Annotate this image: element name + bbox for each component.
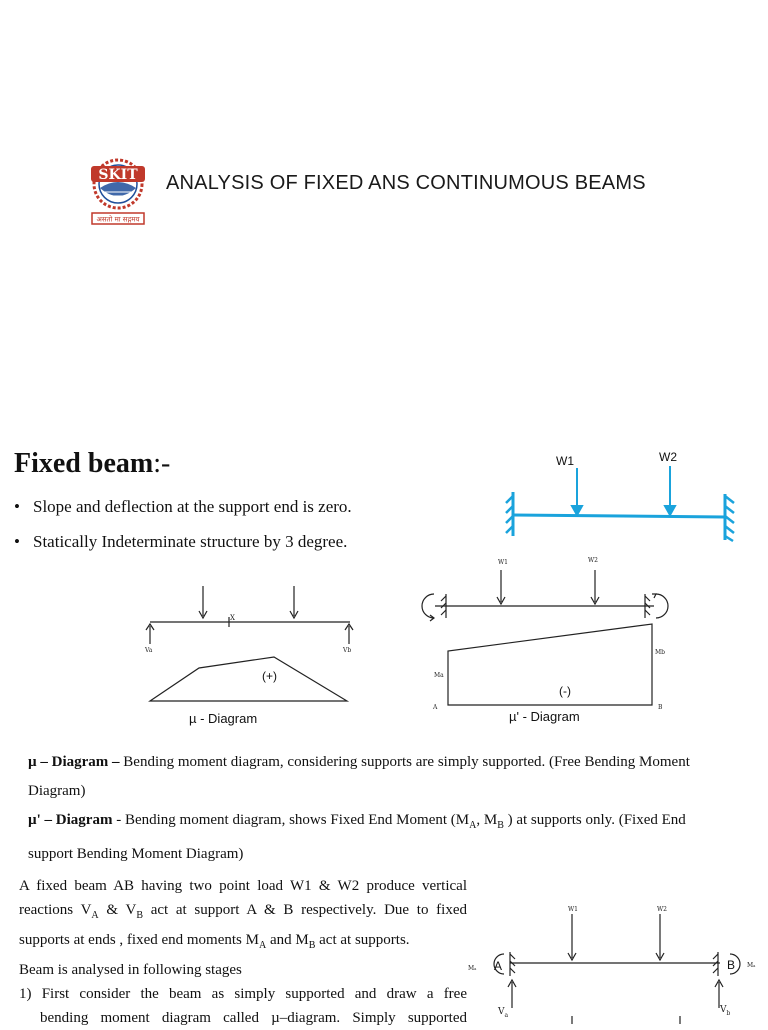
- fixed-beam-figure: [500, 444, 750, 544]
- logo-tagline: असतो मा सद्गमय: [96, 215, 140, 224]
- reaction-label-va: Va: [145, 647, 153, 654]
- load-label-w1: W1: [498, 559, 508, 566]
- mu-prime-definition: [28, 806, 748, 869]
- moment-label-ma: Ma: [434, 672, 444, 679]
- bottom-beam-figure: [462, 892, 768, 1024]
- logo-text: SKIT: [98, 167, 138, 183]
- mu-diagram-figure: [136, 578, 366, 730]
- moment-label-mb: Mb: [655, 649, 665, 656]
- load-label-w1: W1: [556, 454, 574, 468]
- body-line: A fixed beam AB having two point load W1 & W2 produce vertical: [19, 878, 467, 894]
- mu-sign: (+): [262, 669, 277, 683]
- point-label-b: B: [727, 958, 736, 972]
- bullet-text: Slope and deflection at the support end is zero.: [33, 497, 352, 516]
- mu-prime-definition-text-2: support Bending Moment Diagram): [28, 846, 244, 862]
- point-label-x: X: [230, 614, 235, 622]
- mu-caption: µ - Diagram: [189, 711, 258, 726]
- mu-prime-sign: (-): [559, 684, 571, 698]
- mu-prime-term: µ' – Diagram: [28, 812, 113, 828]
- bullet-item: [14, 532, 347, 552]
- mu-term: µ – Diagram –: [28, 754, 120, 770]
- moment-label-left: Mₐ: [468, 965, 477, 972]
- bullet-dot: •: [14, 497, 20, 516]
- body-line: reactions $V_A$ & $V_B$ act at support A & B respectively. Due to fixed: [19, 902, 467, 921]
- bullet-dot: •: [14, 532, 20, 551]
- mu-definition-text-2: Diagram): [28, 783, 86, 799]
- bullet-item: [14, 497, 352, 517]
- page-title: ANALYSIS OF FIXED ANS CONTINUMOUS BEAMS: [166, 172, 646, 194]
- mu-definition-text: Bending moment diagram, considering supports are simply supported. (Free Bending Moment: [119, 754, 690, 770]
- mu-prime-caption: µ' - Diagram: [509, 709, 580, 724]
- body-line: Beam is analysed in following stages: [19, 962, 242, 978]
- mu-definition: [28, 748, 748, 806]
- moment-label-right: Mₐ: [747, 962, 756, 969]
- section-heading-suffix: :-: [153, 448, 171, 479]
- reaction-label-va: $V_a$: [498, 1007, 509, 1019]
- load-label-w2: W2: [659, 450, 677, 464]
- point-label-a: A: [433, 704, 438, 711]
- load-label-w1: W1: [568, 906, 578, 913]
- mu-prime-definition-text: - Bending moment diagram, shows Fixed End Moment (M: [112, 812, 470, 828]
- bullet-text: Statically Indeterminate structure by 3 degree.: [33, 532, 348, 551]
- body-line: 1) First consider the beam as simply supported and draw a free: [19, 986, 467, 1002]
- subscript-b: B: [497, 820, 504, 831]
- body-line: bending moment diagram called µ–diagram. Simply supported: [40, 1010, 467, 1026]
- body-paragraph: [19, 874, 467, 1030]
- section-heading-bold: Fixed beam: [14, 448, 154, 479]
- point-label-b: B: [658, 704, 663, 711]
- section-heading: [14, 448, 170, 480]
- mu-prime-definition-text-b: ) at supports only. (Fixed End: [503, 812, 686, 828]
- mu-prime-diagram-figure: [418, 550, 678, 730]
- load-label-w2: W2: [657, 906, 667, 913]
- separator: ,: [476, 812, 484, 828]
- skit-logo: [86, 154, 150, 228]
- point-label-a: A: [494, 959, 503, 973]
- subscript-a: A: [469, 820, 477, 831]
- moment-symbol: M: [483, 812, 498, 828]
- reaction-label-vb: Vb: [343, 647, 352, 654]
- reaction-label-vb: $V_b$: [720, 1005, 731, 1017]
- body-line: supports at ends , fixed end moments $M_A$ and $M_B$ act at supports.: [19, 932, 410, 951]
- load-label-w2: W2: [588, 557, 598, 564]
